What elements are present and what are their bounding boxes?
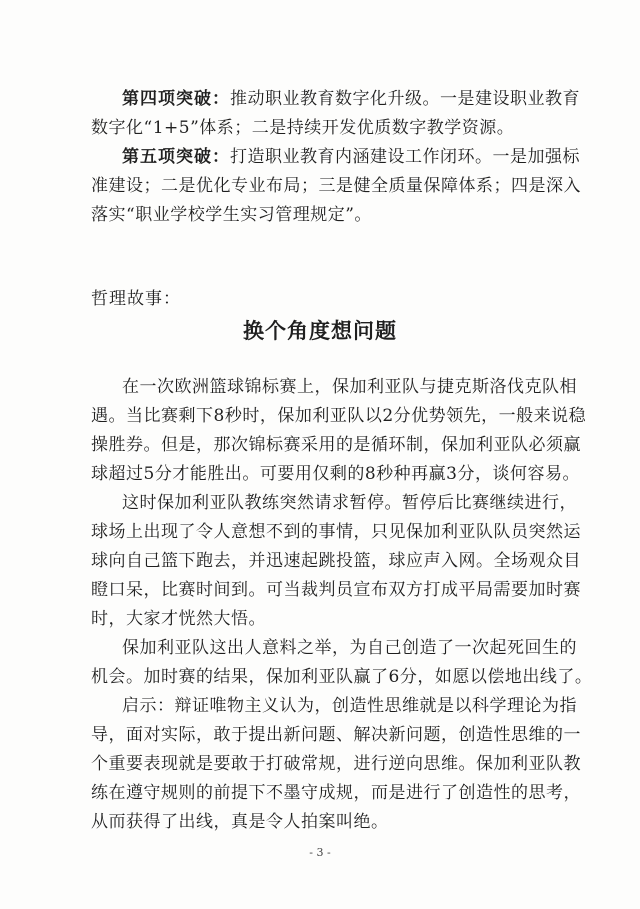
paragraph-4-line-1: 启示：辩证唯物主义认为，创造性思维就是以科学理论为指 [122, 696, 577, 716]
paragraph-4-line-3: 个重要表现就是要敢于打破常规，进行逆向思维。保加利亚队教 [91, 754, 581, 774]
paragraph-2-line-3: 球向自己篮下跑去，并迅速起跳投篮，球应声入网。全场观众目 [91, 551, 581, 571]
story-title: 换个角度想问题 [243, 319, 397, 343]
paragraph-2-line-4: 瞪口呆，比赛时间到。可当裁判员宣布双方打成平局需要加时赛 [91, 580, 581, 600]
breakthrough-4-lead: 第四项突破： [122, 89, 230, 109]
paragraph-4-line-2: 导，面对实际，敢于提出新问题、解决新问题，创造性思维的一 [91, 725, 581, 745]
paragraph-2-line-2: 球场上出现了令人意想不到的事情，只见保加利亚队队员突然运 [91, 522, 581, 542]
paragraph-1-line-3: 操胜券。但是，那次锦标赛采用的是循环制，保加利亚队必须赢 [91, 435, 581, 455]
paragraph-2-line-5: 时，大家才恍然大悟。 [91, 609, 266, 629]
breakthrough-4-text-1: 推动职业教育数字化升级。一是建设职业教育 [230, 89, 580, 109]
breakthrough-4-line-2: 数字化“1+5”体系；二是持续开发优质数字教学资源。 [91, 118, 515, 138]
section-label: 哲理故事： [91, 289, 181, 309]
paragraph-1-line-4: 球超过5分才能胜出。可要用仅剩的8秒种再赢3分，谈何容易。 [91, 464, 580, 484]
paragraph-4-line-4: 练在遵守规则的前提下不墨守成规，而是进行了创造性的思考， [91, 783, 581, 803]
breakthrough-5-line-2: 准建设；二是优化专业布局；三是健全质量保障体系；四是深入 [91, 176, 581, 196]
paragraph-4-line-5: 从而获得了出线，真是令人拍案叫绝。 [91, 812, 389, 832]
paragraph-3-line-1: 保加利亚队这出人意料之举，为自己创造了一次起死回生的 [122, 638, 577, 658]
paragraph-2-line-1: 这时保加利亚队教练突然请求暂停。暂停后比赛继续进行， [122, 493, 577, 513]
paragraph-1-line-2: 遇。当比赛剩下8秒时，保加利亚队以2分优势领先，一般来说稳 [91, 406, 587, 426]
paragraph-3-line-2: 机会。加时赛的结果，保加利亚队赢了6分，如愿以偿地出线了。 [91, 667, 593, 687]
breakthrough-4-line-1 [122, 88, 640, 110]
breakthrough-5-lead: 第五项突破： [122, 147, 230, 167]
page-number: - 3 - [309, 846, 331, 859]
breakthrough-5-text-1: 打造职业教育内涵建设工作闭环。一是加强标 [230, 147, 580, 167]
breakthrough-5-line-1 [122, 146, 640, 168]
breakthrough-5-line-3: 落实“职业学校学生实习管理规定”。 [91, 205, 372, 225]
paragraph-1-line-1: 在一次欧洲篮球锦标赛上，保加利亚队与捷克斯洛伐克队相 [122, 377, 577, 397]
